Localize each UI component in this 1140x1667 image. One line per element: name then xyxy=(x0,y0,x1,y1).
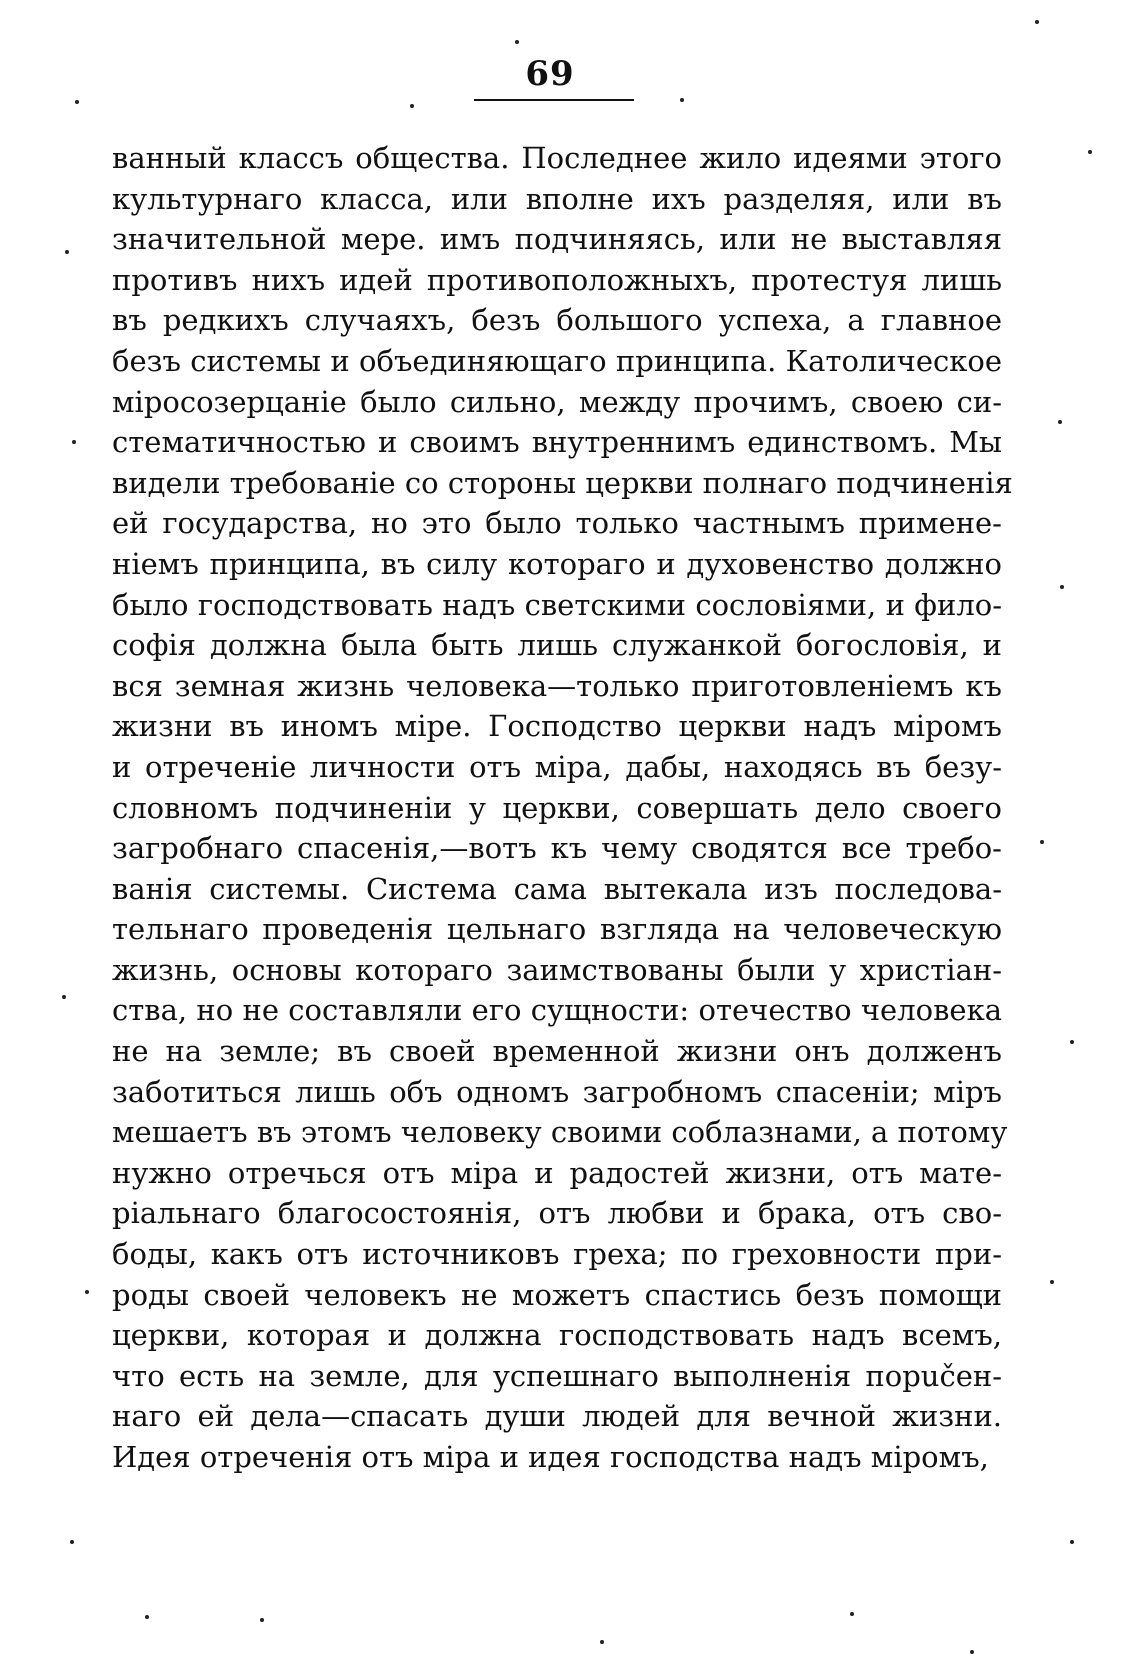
text-line-7: міросозерцаніе было сильно, между прочимъ, своею си- xyxy=(112,384,1002,419)
text-line-6: безъ системы и объединяющаго принципа. Католическое xyxy=(112,343,1002,378)
text-line-24: заботиться лишь объ одномъ загробномъ спасеніи; міръ xyxy=(112,1074,1002,1109)
page-text xyxy=(112,138,1013,1478)
text-line-2: культурнаго класса, или вполне ихъ разделяя, или въ xyxy=(112,181,1002,216)
text-line-23: не на земле; въ своей временной жизни онъ долженъ xyxy=(112,1034,1002,1069)
text-line-21: жизнь, основы котораго заимствованы были у христіан- xyxy=(112,952,1002,987)
text-line-17: словномъ подчиненіи у церкви, совершать дело своего xyxy=(112,790,1002,825)
scan-speck xyxy=(410,104,414,108)
text-line-9: видели требованіе со стороны церкви полнаго подчиненія xyxy=(112,465,1013,500)
text-line-33: Идея отреченія отъ міра и идея господства надъ міромъ, xyxy=(112,1440,989,1474)
text-line-16: и отреченіе личности отъ міра, дабы, находясь въ безу- xyxy=(112,749,1002,784)
scan-speck xyxy=(1050,1280,1054,1284)
text-line-8: стематичностью и своимъ внутреннимъ единствомъ. Мы xyxy=(112,425,1002,460)
scan-speck xyxy=(1070,1040,1074,1044)
text-line-31: что есть на земле, для успешнаго выполненія порučен- xyxy=(112,1358,1002,1393)
scan-speck xyxy=(1035,20,1039,24)
scan-speck xyxy=(72,440,76,444)
text-line-30: церкви, которая и должна господствовать надъ всемъ, xyxy=(112,1318,1002,1353)
text-line-29: роды своей человекъ не можетъ спастись безъ помощи xyxy=(112,1277,1002,1312)
text-line-32: наго ей дела—спасать души людей для вечной жизни. xyxy=(112,1399,1002,1434)
text-line-13: софія должна была быть лишь служанкой богословія, и xyxy=(112,628,1002,663)
text-line-20: тельнаго проведенія цельнаго взгляда на человеческую xyxy=(112,912,1002,947)
text-line-11: ніемъ принципа, въ силу котораго и духовенство должно xyxy=(112,546,1002,581)
text-line-14: вся земная жизнь человека—только приготовленіемъ къ xyxy=(112,668,1002,703)
scan-speck xyxy=(70,1540,74,1544)
text-line-19: ванія системы. Система сама вытекала изъ последова- xyxy=(112,871,1002,906)
scan-speck xyxy=(1070,1540,1074,1544)
scan-speck xyxy=(145,1615,149,1619)
scan-speck xyxy=(1058,420,1062,424)
page-number: 69 xyxy=(525,54,575,94)
text-line-3: значительной мере. имъ подчиняясь, или не выставляя xyxy=(112,222,1002,257)
scan-speck xyxy=(850,1612,854,1616)
text-line-25: мешаетъ въ этомъ человеку своими соблазнами, а потому xyxy=(112,1115,1008,1150)
text-line-28: боды, какъ отъ источниковъ греха; по греховности при- xyxy=(112,1237,1002,1272)
scan-speck xyxy=(75,100,79,104)
scan-speck xyxy=(600,1640,604,1644)
text-line-1: ванный классъ общества. Последнее жило идеями этого xyxy=(112,141,1002,175)
text-line-26: нужно отречься отъ міра и радостей жизни, отъ мате- xyxy=(112,1155,1002,1190)
scan-speck xyxy=(970,1650,974,1654)
scan-speck xyxy=(1088,150,1092,154)
text-line-22: ства, но не составляли его сущности: отечество человека xyxy=(112,993,1002,1028)
text-line-18: загробнаго спасенія,—вотъ къ чему сводятся все требо- xyxy=(112,831,1002,866)
text-line-5: въ редкихъ случаяхъ, безъ большого успеха, а главное xyxy=(112,303,1002,338)
scan-speck xyxy=(680,98,684,102)
scan-speck xyxy=(62,995,66,999)
text-line-10: ей государства, но это было только частнымъ примене- xyxy=(112,506,1002,541)
text-line-15: жизни въ иномъ міре. Господство церкви надъ міромъ xyxy=(112,709,1002,744)
scan-speck xyxy=(1040,840,1044,844)
scan-speck xyxy=(65,250,69,254)
scan-speck xyxy=(85,1290,89,1294)
scan-speck xyxy=(260,1618,264,1622)
text-line-4: противъ нихъ идей противоположныхъ, протестуя лишь xyxy=(112,262,1002,297)
page-number-rule xyxy=(474,99,634,101)
text-line-12: было господствовать надъ светскими сословіями, и фило- xyxy=(112,587,1002,622)
text-line-27: ріальнаго благосостоянія, отъ любви и брака, отъ сво- xyxy=(112,1196,1002,1231)
scan-speck xyxy=(515,40,519,44)
scan-speck xyxy=(1060,585,1064,589)
